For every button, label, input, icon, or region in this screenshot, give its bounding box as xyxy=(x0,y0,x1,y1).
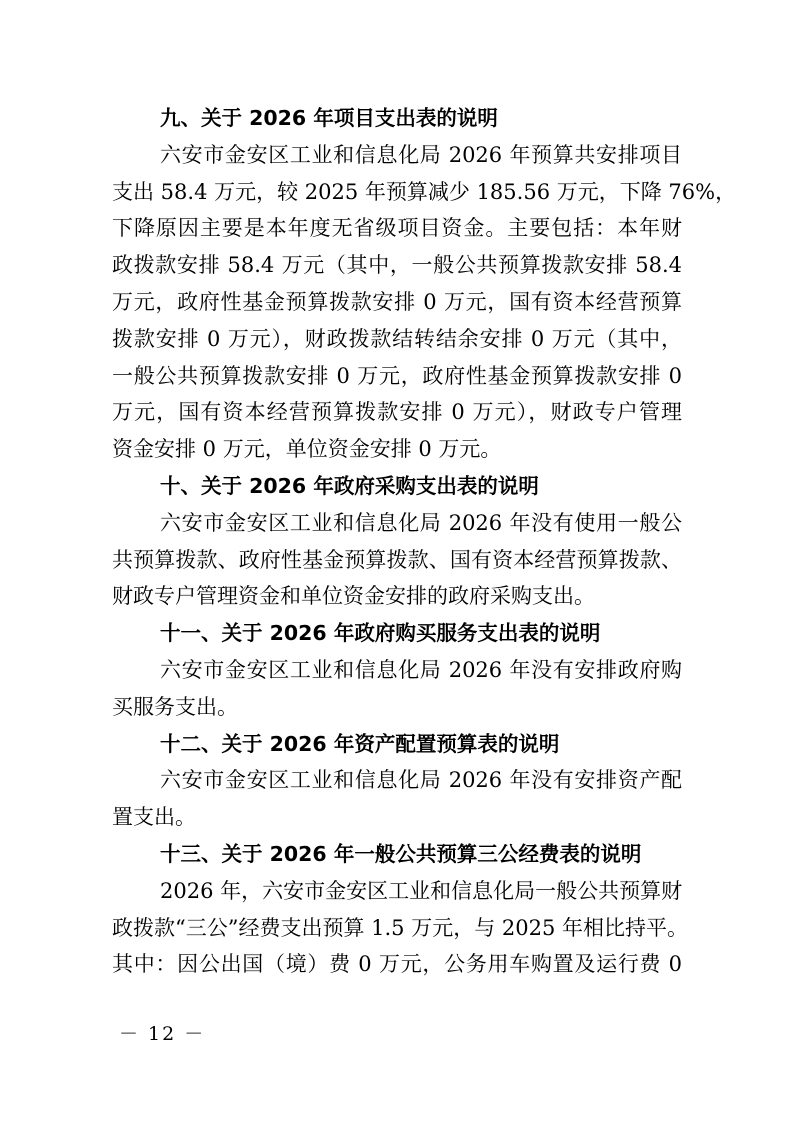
paragraph-line: 万元，政府性基金预算拨款安排 0 万元，国有资本经营预算 xyxy=(112,289,682,314)
section-heading: 十一、关于 2026 年政府购买服务支出表的说明 xyxy=(160,621,601,646)
paragraph-line: 共预算拨款、政府性基金预算拨款、国有资本经营预算拨款、 xyxy=(112,547,682,572)
document-body xyxy=(112,100,737,983)
section-heading: 十三、关于 2026 年一般公共预算三公经费表的说明 xyxy=(160,841,642,866)
paragraph-line: 置支出。 xyxy=(112,805,196,830)
paragraph-line: 资金安排 0 万元，单位资金安排 0 万元。 xyxy=(112,437,502,462)
paragraph-line: 六安市金安区工业和信息化局 2026 年预算共安排项目 xyxy=(160,142,682,167)
paragraph-line: 政拨款“三公”经费支出预算 1.5 万元，与 2025 年相比持平。 xyxy=(112,915,689,940)
paragraph-line: 政拨款安排 58.4 万元（其中，一般公共预算拨款安排 58.4 xyxy=(112,253,682,278)
section-heading: 九、关于 2026 年项目支出表的说明 xyxy=(160,106,498,130)
section-heading: 十、关于 2026 年政府采购支出表的说明 xyxy=(160,473,539,498)
paragraph-line: 拨款安排 0 万元），财政拨款结转结余安排 0 万元（其中， xyxy=(112,326,682,351)
paragraph-line: 六安市金安区工业和信息化局 2026 年没有使用一般公 xyxy=(160,510,682,535)
paragraph-line: 下降原因主要是本年度无省级项目资金。主要包括：本年财 xyxy=(112,216,682,241)
paragraph-line: 买服务支出。 xyxy=(112,694,238,719)
paragraph-line: 一般公共预算拨款安排 0 万元，政府性基金预算拨款安排 0 xyxy=(112,363,682,388)
paragraph-line: 万元，国有资本经营预算拨款安排 0 万元），财政专户管理 xyxy=(112,400,682,425)
paragraph-line: 其中：因公出国（境）费 0 万元，公务用车购置及运行费 0 xyxy=(112,952,682,977)
paragraph-line: 六安市金安区工业和信息化局 2026 年没有安排资产配 xyxy=(160,768,682,793)
paragraph-line: 支出 58.4 万元，较 2025 年预算减少 185.56 万元，下降 76%， xyxy=(112,179,737,204)
page-number: － 12 － xyxy=(119,1023,206,1045)
paragraph-line: 六安市金安区工业和信息化局 2026 年没有安排政府购 xyxy=(160,657,682,682)
paragraph-line: 2026 年，六安市金安区工业和信息化局一般公共预算财 xyxy=(160,878,683,903)
section-heading: 十二、关于 2026 年资产配置预算表的说明 xyxy=(160,731,560,756)
paragraph-line: 财政专户管理资金和单位资金安排的政府采购支出。 xyxy=(112,584,595,609)
